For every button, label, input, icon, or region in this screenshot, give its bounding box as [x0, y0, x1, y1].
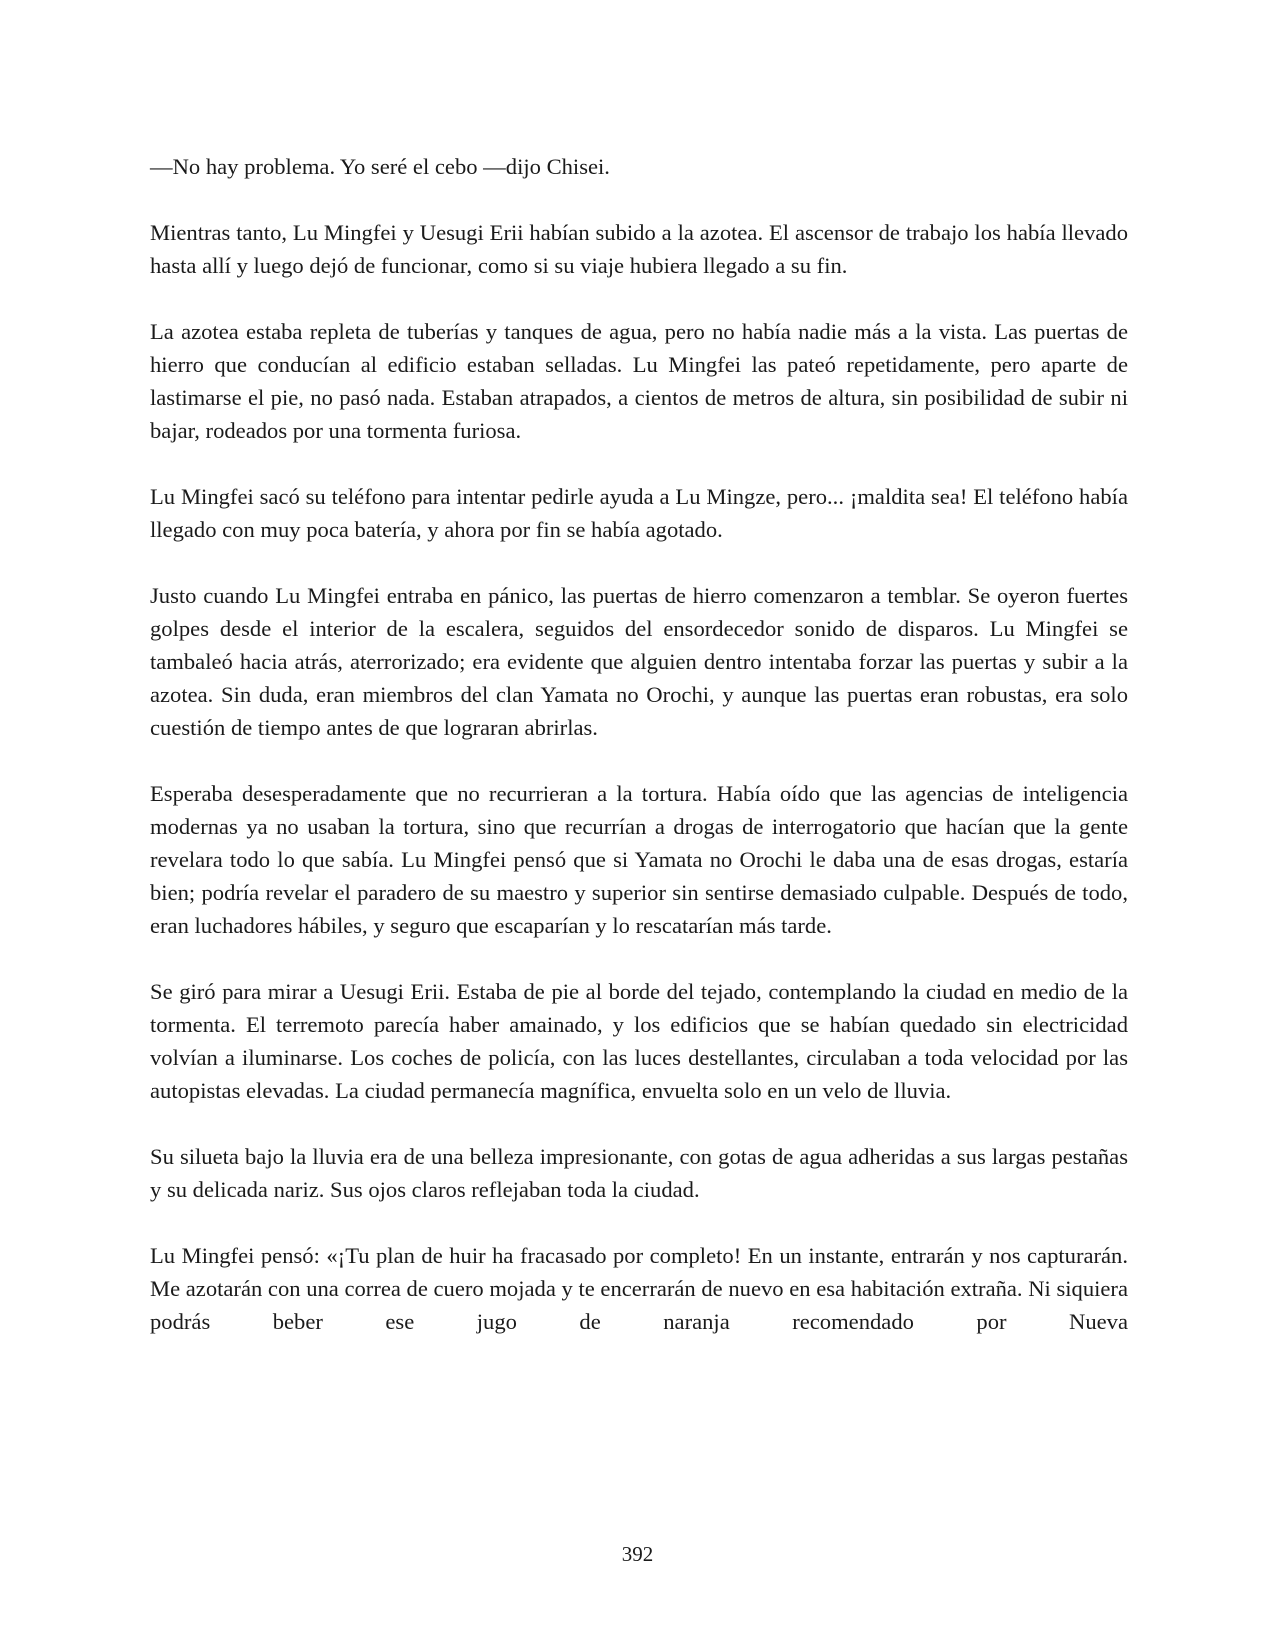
- paragraph-1: —No hay problema. Yo seré el cebo —dijo Chisei.: [150, 154, 610, 179]
- paragraph-6: Esperaba desesperadamente que no recurrieran a la tortura. Había oído que las agencias de inteligencia modernas ya no usaban la tortura, sino que recurrían a drogas de interrogatorio que hacían que la gente revelara todo lo que sabía. Lu Mingfei pensó que si Yamata no Orochi le daba una de esas drogas, estaría bien; podría revelar el paradero de su maestro y superior sin sentirse demasiado culpable. Después de todo, eran luchadores hábiles, y seguro que escaparían y lo rescatarían más tarde.: [150, 781, 1128, 938]
- body-text: [150, 150, 1128, 1371]
- page-number: 392: [621, 1542, 654, 1566]
- paragraph-9: Lu Mingfei pensó: «¡Tu plan de huir ha fracasado por completo! En un instante, entrarán y nos capturarán. Me azotarán con una correa de cuero mojada y te encerrarán de nuevo en esa habitación extraña. Ni siquiera podrás beber ese jugo de naranja recomendado por Nueva: [150, 1243, 1128, 1334]
- paragraph-8: Su silueta bajo la lluvia era de una belleza impresionante, con gotas de agua adheridas a sus largas pestañas y su delicada nariz. Sus ojos claros reflejaban toda la ciudad.: [150, 1144, 1128, 1202]
- paragraph-2: Mientras tanto, Lu Mingfei y Uesugi Erii habían subido a la azotea. El ascensor de trabajo los había llevado hasta allí y luego dejó de funcionar, como si su viaje hubiera llegado a su fin.: [150, 220, 1128, 278]
- paragraph-3: La azotea estaba repleta de tuberías y tanques de agua, pero no había nadie más a la vista. Las puertas de hierro que conducían al edificio estaban selladas. Lu Mingfei las pateó repetidamente, pero aparte de lastimarse el pie, no pasó nada. Estaban atrapados, a cientos de metros de altura, sin posibilidad de subir ni bajar, rodeados por una tormenta furiosa.: [150, 319, 1128, 443]
- paragraph-4: Lu Mingfei sacó su teléfono para intentar pedirle ayuda a Lu Mingze, pero... ¡maldita sea! El teléfono había llegado con muy poca batería, y ahora por fin se había agotado.: [150, 484, 1128, 542]
- paragraph-5: Justo cuando Lu Mingfei entraba en pánico, las puertas de hierro comenzaron a temblar. Se oyeron fuertes golpes desde el interior de la escalera, seguidos del ensordecedor sonido de disparos. Lu Mingfei se tambaleó hacia atrás, aterrorizado; era evidente que alguien dentro intentaba forzar las puertas y subir a la azotea. Sin duda, eran miembros del clan Yamata no Orochi, y aunque las puertas eran robustas, era solo cuestión de tiempo antes de que lograran abrirlas.: [150, 583, 1128, 740]
- paragraph-7: Se giró para mirar a Uesugi Erii. Estaba de pie al borde del tejado, contemplando la ciudad en medio de la tormenta. El terremoto parecía haber amainado, y los edificios que se habían quedado sin electricidad volvían a iluminarse. Los coches de policía, con las luces destellantes, circulaban a toda velocidad por las autopistas elevadas. La ciudad permanecía magnífica, envuelta solo en un velo de lluvia.: [150, 979, 1128, 1103]
